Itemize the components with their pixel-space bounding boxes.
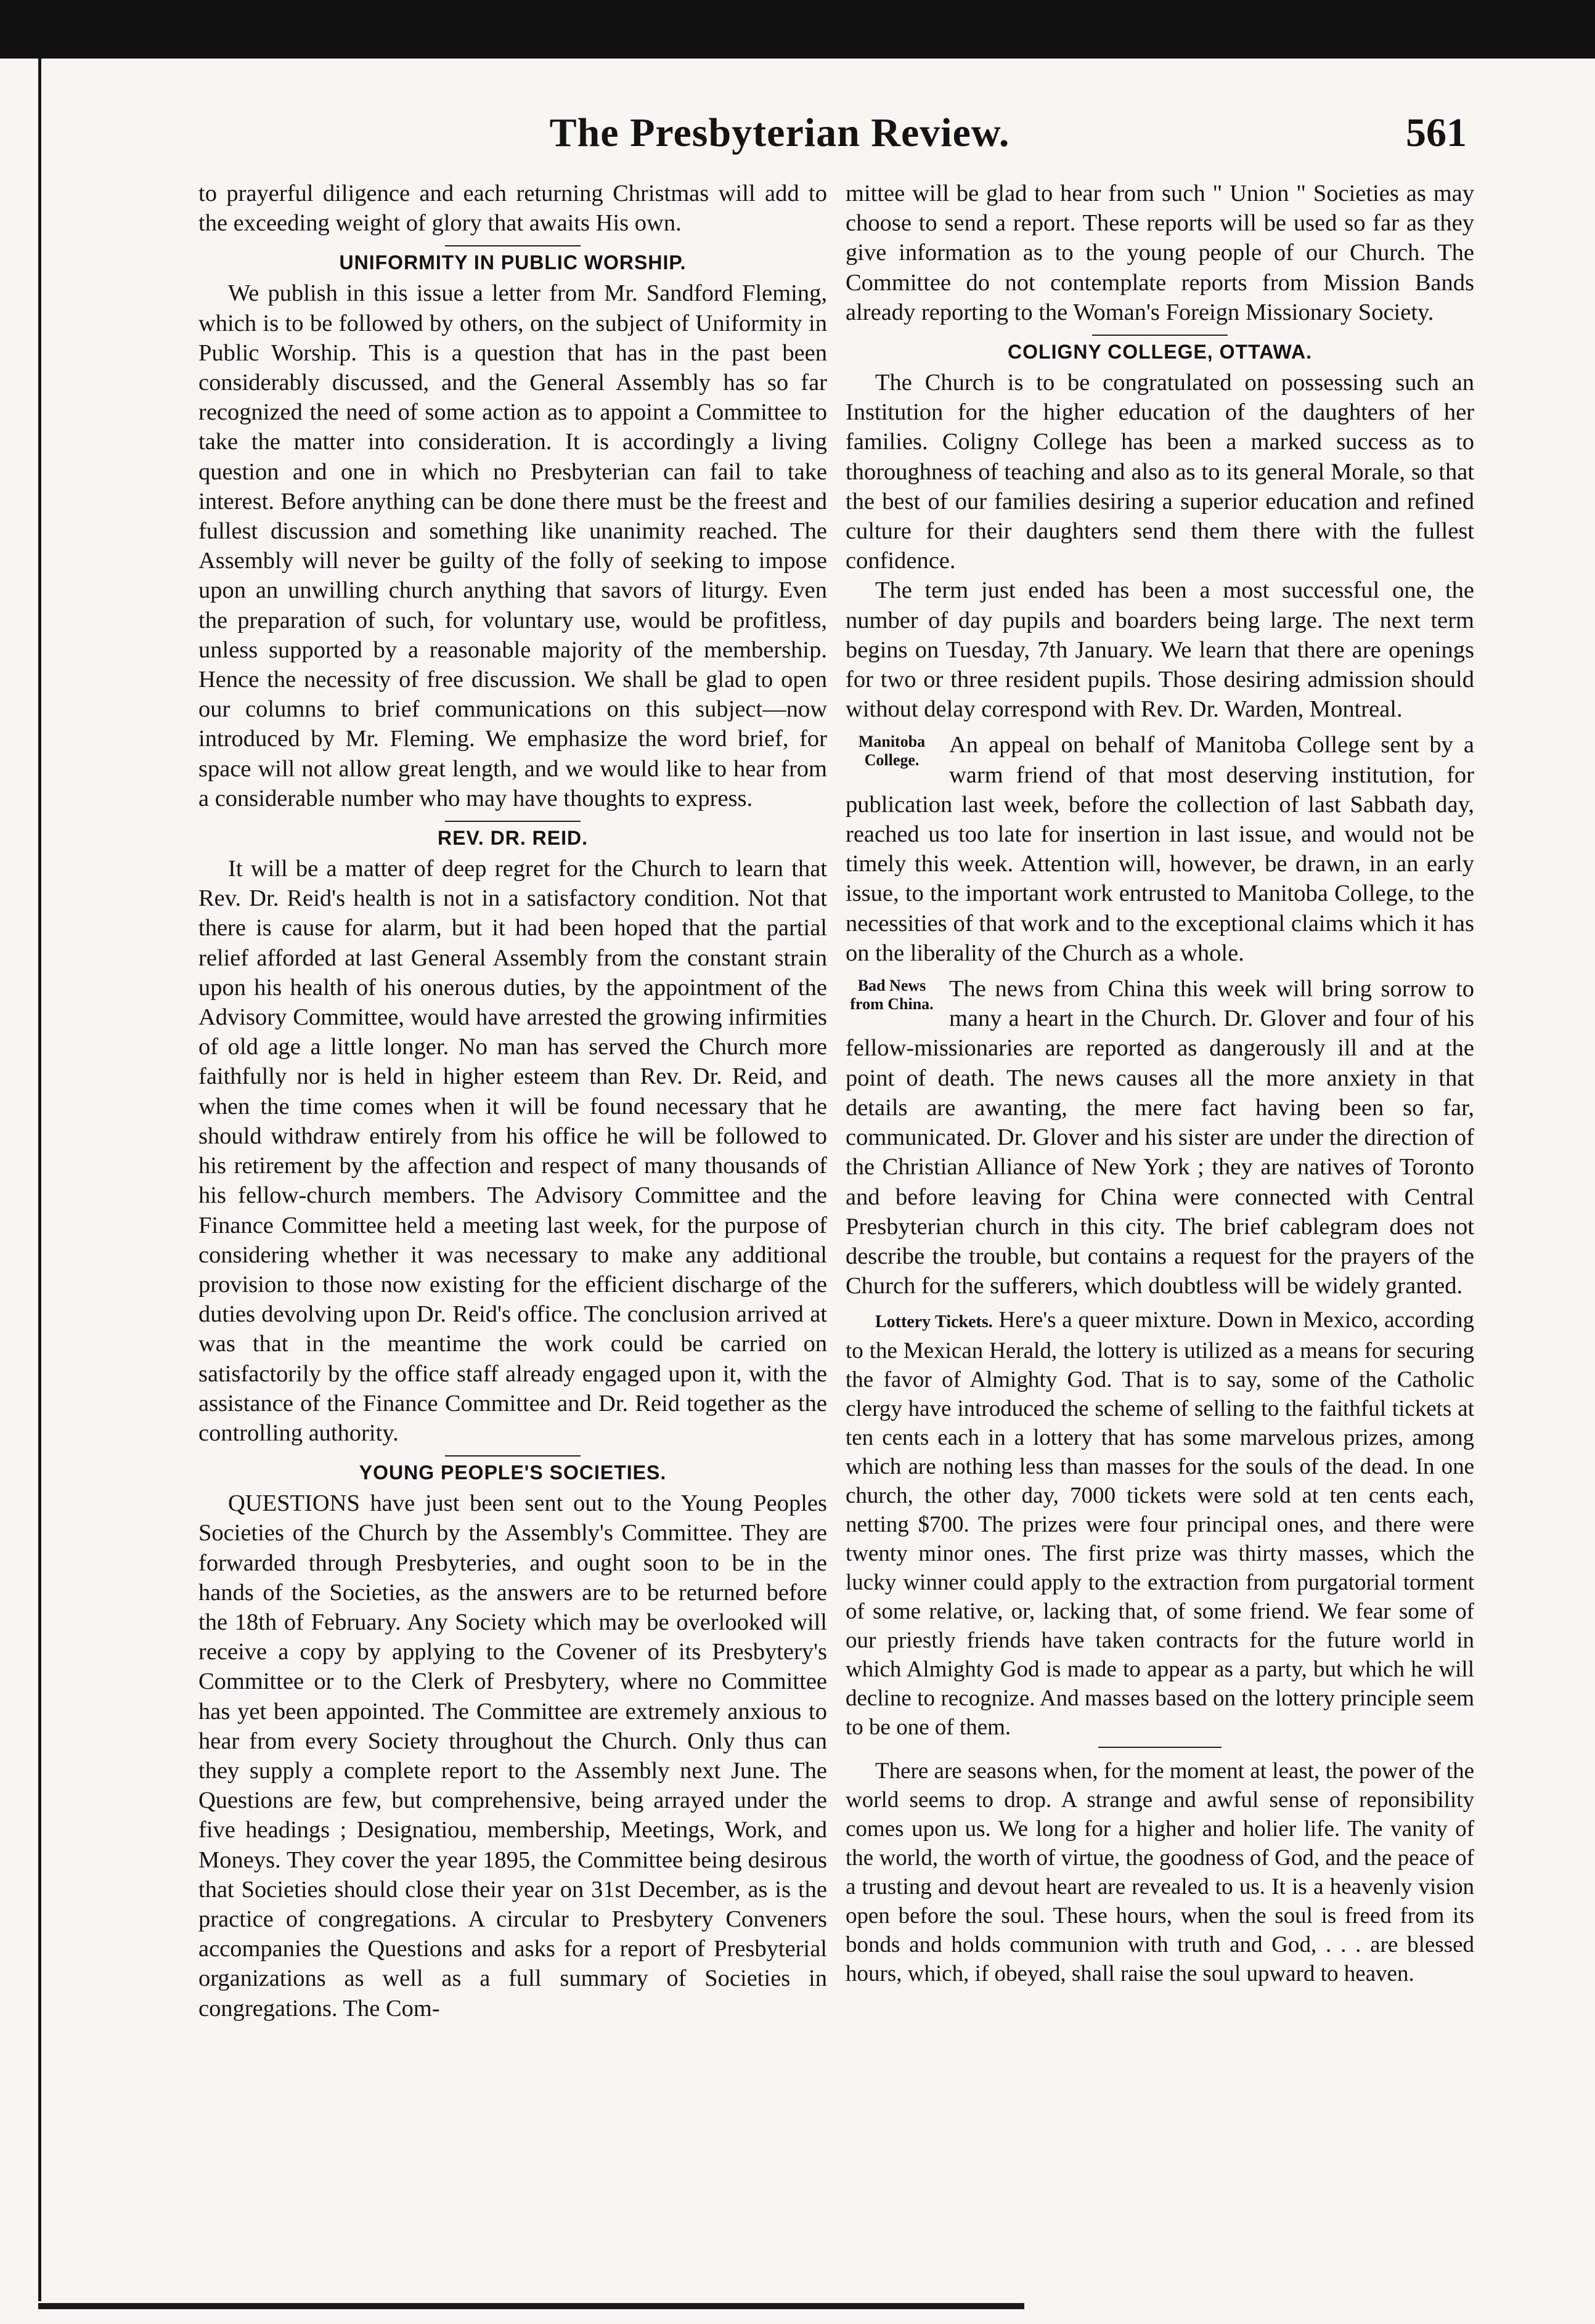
reid-heading: REV. DR. REID. (198, 821, 827, 851)
uniformity-heading: UNIFORMITY IN PUBLIC WORSHIP. (198, 245, 827, 276)
heading-rule (445, 1455, 581, 1457)
coligny-heading: COLIGNY COLLEGE, OTTAWA. (846, 335, 1474, 365)
uniformity-paragraph: We publish in this issue a letter from Mr. Sandford Fleming, which is to be followed by others, on the subject of Uniformity in Public Worship. This is a question that has in the past been considerably discussed, and the General Assembly has so far recognized the need of some action as to appoint a Committee to take the matter into consideration. It is accordingly a living question and one in which no Presbyterian can fail to take interest. Before anything can be done there must be the freest and fullest discussion and something like unanimity reached. The Assembly will never be guilty of the folly of seeking to impose upon an unwilling church anything that savors of liturgy. Even the preparation of such, for voluntary use, would be profitless, unless supported by a reasonable majority of the membership. Hence the necessity of free discussion. We shall be glad to open our columns to brief communications on this subject—now introduced by Mr. Fleming. We emphasize the word brief, for space will not allow great length, and we would like to hear from a considerable number who may have thoughts to express. (198, 280, 827, 811)
manitoba-sidenote: Manitoba College. (858, 733, 926, 770)
intro-continuation: to prayerful diligence and each returning Christmas will add to the exceeding weight of glory that awaits His own. (198, 181, 827, 237)
young-peoples-continuation: mittee will be glad to hear from such " Union " Societies as may choose to send a report. These reports will be used so far as they give information as to the young people of our Church. The Committee do not contemplate reports from Mission Bands already reporting to the Woman's Foreign Missionary Society. (846, 181, 1474, 325)
lottery-runin: Lottery Tickets. (875, 1312, 993, 1332)
top-scan-border (0, 0, 1595, 59)
young-peoples-paragraph: QUESTIONS have just been sent out to the Young Peoples Societies of the Church by the Assembly's Committee. They are forwarded through Presbyteries, and ought soon to be in the hands of the Societies, as the answers are to be returned before the 18th of February. Any Society which may be overlooked will receive a copy by applying to the Covener of its Presbytery's Committee or to the Clerk of Presbytery, where no Committee has yet been appointed. The Committee are extremely anxious to hear from every Society throughout the Church. Only thus can they supply a complete report to the Assembly next June. The Questions are few, but comprehensive, being arrayed under the five headings ; Designatiou, membership, Meetings, Work, and Moneys. They cover the year 1895, the Committee being desirous that Societies should close their year on 31st December, as is the practice of congregations. A circular to Presbytery Conveners accompanies the Questions and asks for a report of Presbyterial organizations as well as a full summary of Societies in congregations. The Com- (198, 1490, 827, 2021)
china-paragraph: Bad News from China. The news from China this week will bring sorrow to many a heart in the Church. Dr. Glover and four of his fellow-missionaries are reported as dangerously ill and at the point of death. The news causes all the more anxiety in that details are awanting, the mere fact having been so far, communicated. Dr. Glover and his sister are under the direction of the Christian Alliance of New York ; they are natives of Toronto and before leaving for China were connected with Central Presbyterian church in this city. The brief cablegram does not describe the trouble, but contains a request for the prayers of the Church for the sufferers, which doubtless will be widely granted. (846, 976, 1474, 1299)
bottom-scan-border (38, 2303, 1024, 2309)
china-sidenote: Bad News from China. (850, 977, 934, 1014)
lottery-paragraph: Lottery Tickets. Here's a queer mixture. Down in Mexico, according to the Mexican Herald, the lottery is utilized as a means for securing the favor of Almighty God. That is to say, some of the Catholic clergy have introduced the scheme of selling to the faithful tickets at ten cents each in a lottery that has some marvelous prizes, among which are nothing less than masses for the souls of the dead. In one church, the other day, 7000 tickets were sold at ten cents each, netting $700. The prizes were four principal ones, and there were twenty minor ones. The first prize was thirty masses, which the lucky winner could apply to the extraction from purgatorial torment of some relative, or, lacking that, of some friend. We fear some of our priestly friends have taken contracts for the future world in which Almighty God is made to appear as a party, but which he will decline to recognize. And masses based on the lottery principle seem to be one of them. (846, 1307, 1474, 1741)
section-divider (1098, 1747, 1222, 1748)
seasons-paragraph: There are seasons when, for the moment at least, the power of the world seems to drop. A strange and awful sense of reponsibility comes upon us. We long for a higher and holier life. The vanity of the world, the worth of virtue, the goodness of God, and the peace of a trusting and devout heart are revealed to us. It is a heavenly vision open before the soul. These hours, when the soul is freed from its bonds and holds communion with truth and God, . . . are blessed hours, which, if obeyed, shall raise the soul upward to heaven. (846, 1758, 1474, 1987)
page-header (92, 110, 1467, 165)
left-column (198, 179, 827, 2023)
heading-rule (445, 245, 581, 246)
heading-rule (445, 821, 581, 822)
coligny-paragraph-1: The Church is to be congratulated on possessing such an Institution for the higher education of the daughters of her families. Coligny College has been a marked success as to thoroughness of teaching and also as to its general Morale, so that the best of our families desiring a superior education and refined culture for their daughters send them there with the fullest confidence. (846, 370, 1474, 574)
young-peoples-heading: YOUNG PEOPLE'S SOCIETIES. (198, 1455, 827, 1486)
left-margin-rule (38, 59, 41, 2301)
heading-rule (1092, 335, 1228, 336)
journal-title: The Presbyterian Review. (549, 110, 1010, 155)
page-number: 561 (1406, 110, 1467, 155)
manitoba-paragraph: Manitoba College. An appeal on behalf of Manitoba College sent by a warm friend of that most deserving institution, for publication last week, before the collection of last Sabbath day, reached us too late for insertion in last issue, and would not be timely this week. Attention will, however, be drawn, in an early issue, to the important work entrusted to Manitoba College, to the necessities of that work and to the exceptional claims which it has on the liberality of the Church as a whole. (846, 732, 1474, 966)
right-column (846, 179, 1474, 1988)
coligny-paragraph-2: The term just ended has been a most successful one, the number of day pupils and boarders being large. The next term begins on Tuesday, 7th January. We learn that there are openings for two or three resident pupils. Those desiring admission should without delay correspond with Rev. Dr. Warden, Montreal. (846, 577, 1474, 723)
reid-paragraph: It will be a matter of deep regret for the Church to learn that Rev. Dr. Reid's health is not in a satisfactory condition. Not that there is cause for alarm, but it had been hoped that the partial relief afforded at last General Assembly from the constant strain upon his health of his onerous duties, by the appointment of the Advisory Committee, would have arrested the growing infirmities of old age a little longer. No man has served the Church more faithfully nor is held in higher esteem than Rev. Dr. Reid, and when the time comes when it will be found necessary that he should withdraw entirely from his office he will be followed to his retirement by the affection and respect of many thousands of his fellow-church members. The Advisory Committee and the Finance Committee held a meeting last week, for the purpose of considering whether it was necessary to make any additional provision to those now existing for the efficient discharge of the duties devolving upon Dr. Reid's office. The conclusion arrived at was that in the meantime the work could be carried on satisfactorily by the office staff already engaged upon it, with the assistance of the Finance Committee and Dr. Reid together as the controlling authority. (198, 856, 827, 1446)
